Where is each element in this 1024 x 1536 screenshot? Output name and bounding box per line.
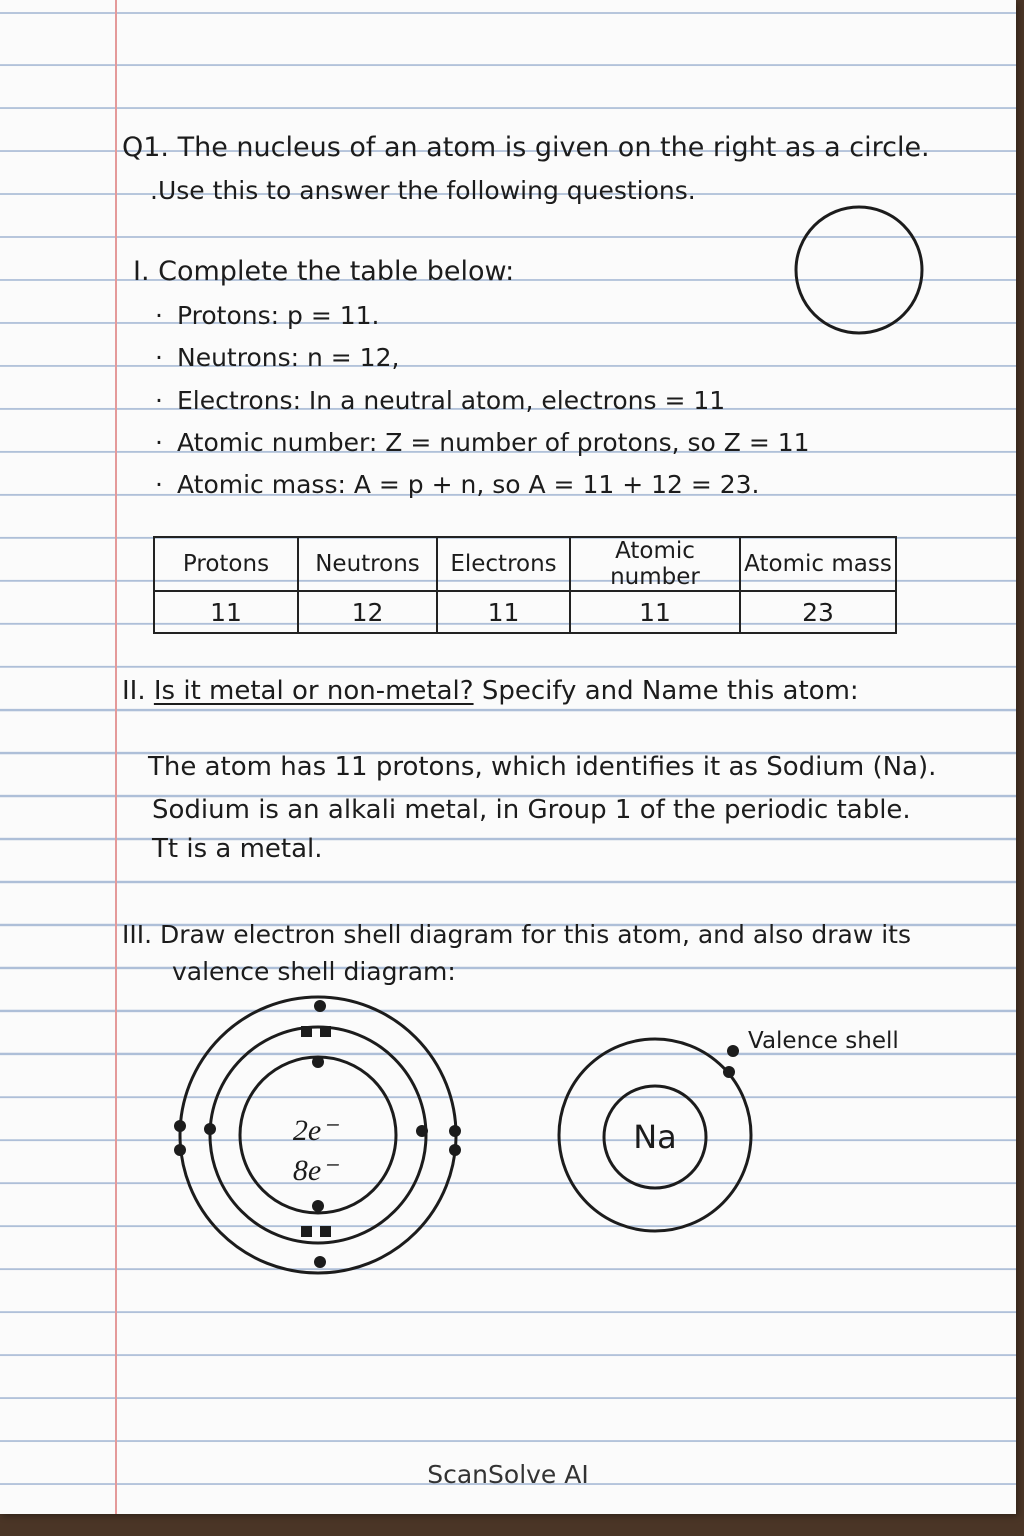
table-header-cell: Atomic number	[570, 537, 740, 591]
shell-label-8e: 8e⁻	[292, 1154, 338, 1187]
part3-heading-line-2: valence shell diagram:	[172, 957, 456, 986]
table-header-cell: Electrons	[437, 537, 570, 591]
valence-electron-dot	[723, 1066, 735, 1078]
label-pointer-dot	[727, 1045, 739, 1057]
bullet-text: Atomic number: Z = number of protons, so Z = 11	[177, 428, 810, 457]
part2-heading-rest: Specify and Name this atom:	[481, 676, 859, 706]
bullet-dot: ·	[155, 470, 163, 499]
bullet-text: Neutrons: n = 12,	[177, 343, 400, 372]
footer-watermark: ScanSolve AI	[427, 1460, 589, 1489]
table-header-cell: Atomic mass	[740, 537, 896, 591]
bullet-dot: ·	[155, 386, 163, 415]
table-header-cell: Protons	[154, 537, 298, 591]
bullet-dot: ·	[155, 301, 163, 330]
table-header-cell: Neutrons	[298, 537, 437, 591]
part1-heading: I. Complete the table below:	[133, 256, 515, 287]
question-line-2: .Use this to answer the following questions.	[150, 176, 696, 205]
bullet-dot: ·	[155, 428, 163, 457]
part2-answer-line-1: The atom has 11 protons, which identifies it as Sodium (Na).	[148, 752, 937, 782]
table-value-cell: 11	[437, 591, 570, 633]
part3-heading-line-1: III. Draw electron shell diagram for this atom, and also draw its	[122, 920, 912, 949]
table-value-cell: 23	[740, 591, 896, 633]
bullet-text: Electrons: In a neutral atom, electrons = 11	[177, 386, 726, 415]
bullet-text: Protons: p = 11.	[177, 301, 380, 330]
shell-label-2e: 2e⁻	[292, 1114, 338, 1147]
table-value-cell: 12	[298, 591, 437, 633]
valence-shell-label: Valence shell	[748, 1028, 899, 1054]
part2-heading-underlined: Is it metal or non-metal?	[153, 676, 474, 706]
nucleus-symbol: Na	[633, 1118, 677, 1156]
part2-answer-line-2: Sodium is an alkali metal, in Group 1 of the periodic table.	[152, 795, 911, 825]
bullet-text: Atomic mass: A = p + n, so A = 11 + 12 = 23.	[177, 470, 760, 499]
table-value-cell: 11	[154, 591, 298, 633]
question-line-1: Q1. The nucleus of an atom is given on the right as a circle.	[122, 132, 930, 163]
table-value-cell: 11	[570, 591, 740, 633]
bullet-dot: ·	[155, 343, 163, 372]
part2-answer-line-3: Tt is a metal.	[152, 834, 323, 864]
part2-heading-number: II.	[122, 676, 146, 706]
